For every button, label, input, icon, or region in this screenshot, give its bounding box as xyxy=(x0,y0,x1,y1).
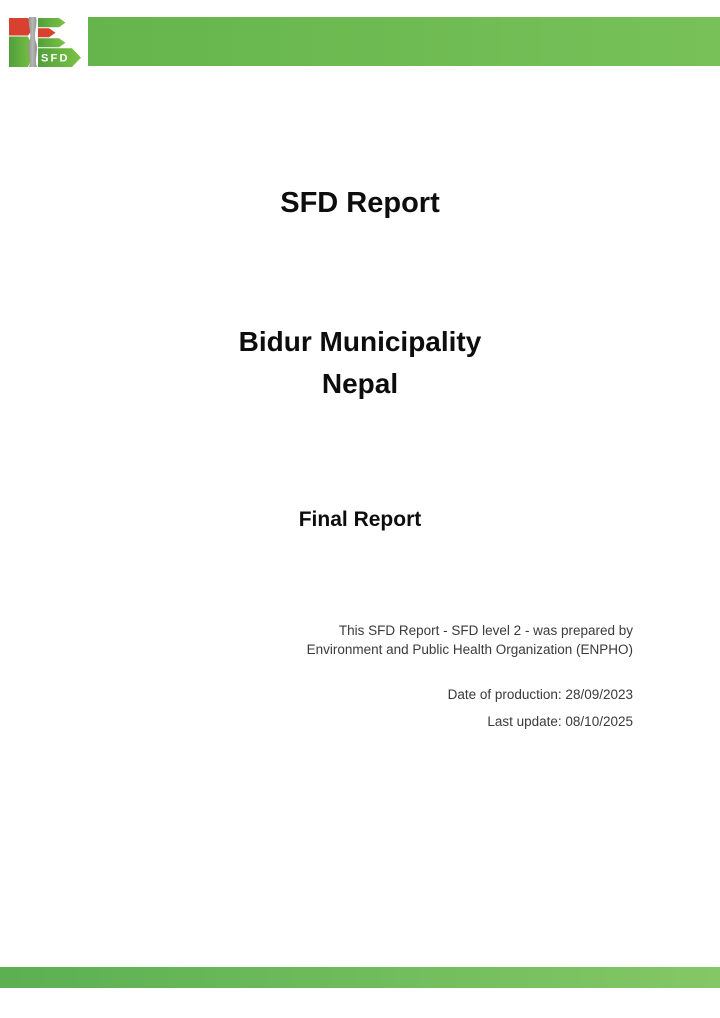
prepared-by-line-1: This SFD Report - SFD level 2 - was prepared by xyxy=(338,623,633,638)
sfd-logo-icon xyxy=(9,17,81,67)
municipality-title: Bidur Municipality xyxy=(238,326,482,357)
footer-green-bar xyxy=(0,967,720,988)
logo-arrow-row2 xyxy=(38,28,56,37)
report-title: SFD Report xyxy=(280,187,440,219)
logo-arrow-row1 xyxy=(38,18,66,27)
prepared-by-line-2: Environment and Public Health Organization (ENPHO) xyxy=(306,642,633,657)
last-update: Last update: 08/10/2025 xyxy=(487,714,633,729)
country-title: Nepal xyxy=(321,368,399,399)
logo-arrow-row3 xyxy=(38,38,66,47)
date-of-production: Date of production: 28/09/2023 xyxy=(447,687,633,702)
header-green-bar xyxy=(88,17,720,66)
sfd-logo xyxy=(9,17,81,67)
prepared-by-text xyxy=(307,621,633,659)
report-type-heading: Final Report xyxy=(298,508,422,531)
sfd-logo-text: SFD xyxy=(41,52,70,65)
